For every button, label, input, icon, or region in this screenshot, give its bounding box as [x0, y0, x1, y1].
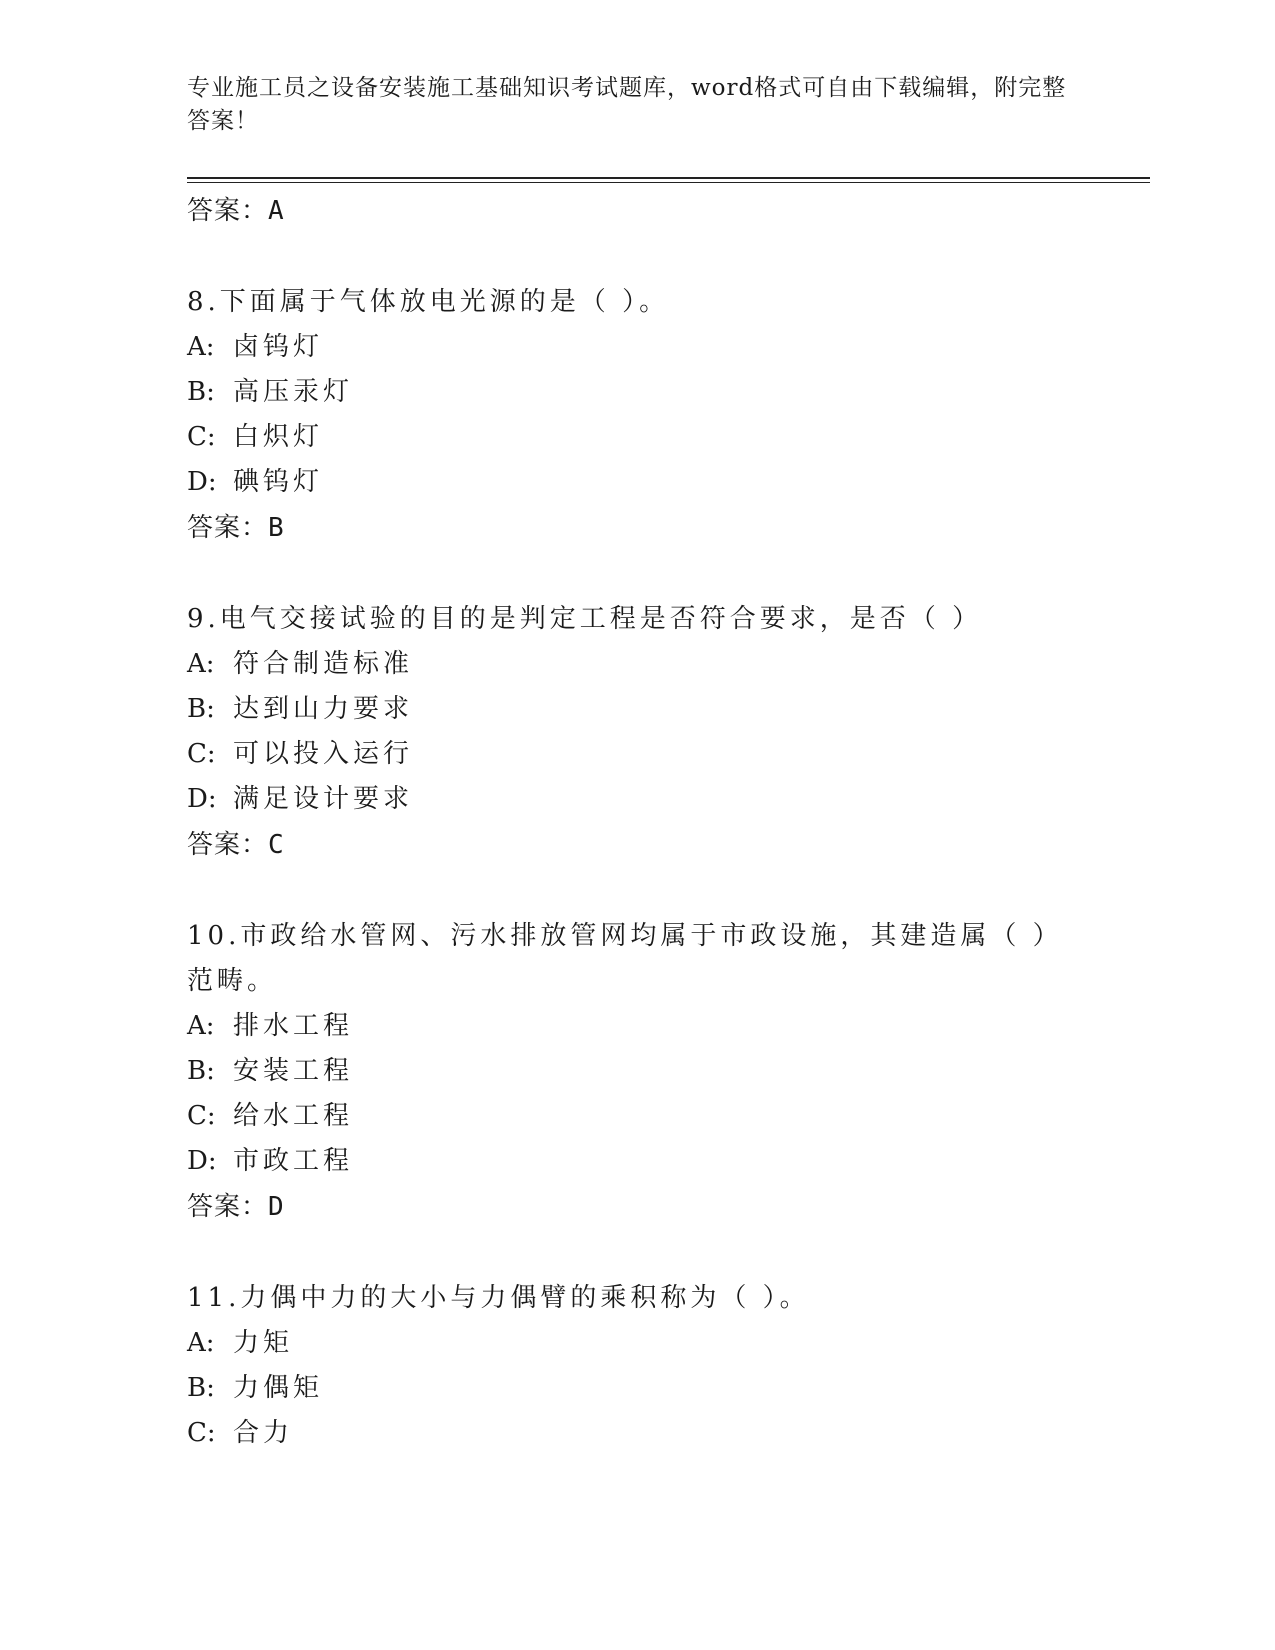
option-c [187, 1411, 1067, 1456]
question-stem: 9.电气交接试验的目的是判定工程是否符合要求，是否（ ） [187, 604, 983, 634]
option-text: 排水工程 [233, 1011, 354, 1041]
option-text: 力矩 [233, 1328, 294, 1358]
answer-line [187, 188, 1067, 234]
answer-prefix: 答案： [187, 196, 269, 226]
option-letter: A: [187, 649, 215, 679]
option-text: 市政工程 [233, 1146, 354, 1176]
option-b [187, 370, 1067, 415]
answer-value: D [268, 1192, 285, 1222]
option-letter: C: [187, 1101, 216, 1131]
option-letter: C: [187, 422, 216, 452]
answer-prefix: 答案： [187, 830, 269, 860]
option-letter: C: [187, 739, 216, 769]
option-letter: D: [187, 1146, 217, 1176]
answer-prefix: 答案： [187, 1192, 269, 1222]
answer-value: A [268, 196, 285, 226]
answer-line [187, 505, 1067, 551]
option-text: 满足设计要求 [233, 784, 414, 814]
option-text: 安装工程 [233, 1056, 354, 1086]
option-text: 碘钨灯 [233, 467, 324, 497]
option-letter: B: [187, 1373, 215, 1403]
option-letter: A: [187, 332, 215, 362]
option-d [187, 460, 1067, 505]
option-c [187, 415, 1067, 460]
option-letter: A: [187, 1328, 215, 1358]
option-text: 达到山力要求 [233, 694, 414, 724]
option-a [187, 1004, 1067, 1049]
option-text: 给水工程 [233, 1101, 354, 1131]
option-c [187, 732, 1067, 777]
option-letter: C: [187, 1418, 216, 1448]
option-text: 力偶矩 [233, 1373, 324, 1403]
option-text: 可以投入运行 [233, 739, 414, 769]
option-c [187, 1094, 1067, 1139]
header-divider-thin [187, 182, 1150, 183]
option-a [187, 325, 1067, 370]
option-text: 卤钨灯 [233, 332, 324, 362]
option-text: 符合制造标准 [233, 649, 414, 679]
document-header: 专业施工员之设备安装施工基础知识考试题库，word格式可自由下载编辑，附完整答案！ [187, 75, 1067, 134]
answer-value: C [268, 830, 285, 860]
option-letter: D: [187, 784, 217, 814]
option-text: 高压汞灯 [233, 377, 354, 407]
question-stem: 8.下面属于气体放电光源的是（ ）。 [187, 287, 670, 317]
option-text: 白炽灯 [233, 422, 324, 452]
answer-prefix: 答案： [187, 513, 269, 543]
option-b [187, 1366, 1067, 1411]
question-list [187, 188, 1067, 1456]
option-letter: B: [187, 694, 215, 724]
answer-value: B [268, 513, 285, 543]
option-d [187, 1139, 1067, 1184]
question-stem: 10.市政给水管网、污水排放管网均属于市政设施，其建造属（ ）范畴。 [187, 921, 1063, 996]
option-d [187, 777, 1067, 822]
answer-line [187, 1184, 1067, 1230]
header-divider-thick [187, 177, 1150, 179]
option-letter: A: [187, 1011, 215, 1041]
option-letter: B: [187, 377, 215, 407]
option-text: 合力 [233, 1418, 294, 1448]
option-b [187, 1049, 1067, 1094]
option-a [187, 1321, 1067, 1366]
option-b [187, 687, 1067, 732]
option-a [187, 642, 1067, 687]
answer-line [187, 822, 1067, 868]
question-stem: 11.力偶中力的大小与力偶臂的乘积称为（ ）。 [187, 1283, 810, 1313]
option-letter: D: [187, 467, 217, 497]
option-letter: B: [187, 1056, 215, 1086]
